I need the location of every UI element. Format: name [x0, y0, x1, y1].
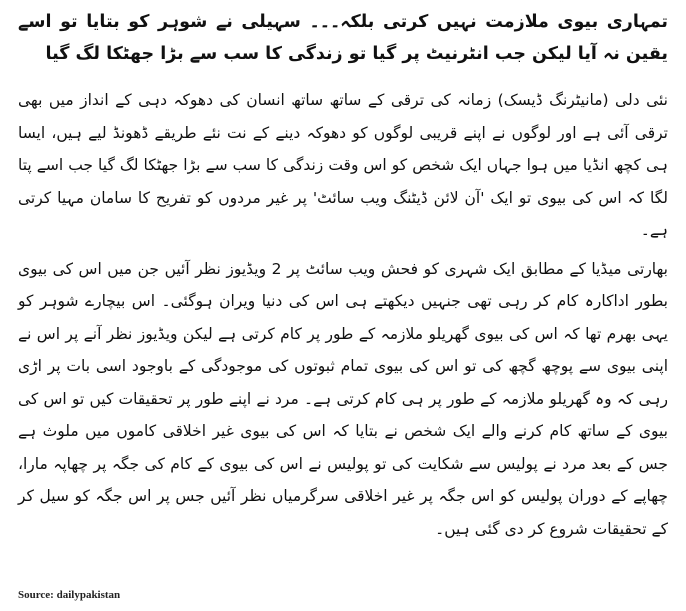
article-paragraph: نئی دلی (مانیٹرنگ ڈیسک) زمانہ کی ترقی کے ساتھ ساتھ انسان کی دھوکہ دہی کے انداز میں بھی ترقی آئی ہے اور لوگوں نے اپنے قریبی لوگوں کو دھوکہ دینے کے نت نئے طریقے ڈھونڈ لیے ہیں، ایسا ہی کچھ انڈیا میں ہوا جہاں ایک شخص کو اس وقت زندگی کا سب سے بڑا جھٹکا لگ گیا جب اسے پتا لگا کہ اس کی بیوی تو ایک 'آن لائن ڈیٹنگ ویب سائٹ' پر غیر مردوں کو تفریح کا سامان مہیا کرتی ہے۔	[18, 91, 668, 239]
source-credit: Source: dailypakistan	[18, 589, 121, 601]
article-paragraph: بھارتی میڈیا کے مطابق ایک شہری کو فحش ویب سائٹ پر 2 ویڈیوز نظر آئیں جن میں اس کی بیوی بطور اداکارہ کام کر رہی تھی جنہیں دیکھتے ہی اس کی دنیا ویران ہوگئی۔ اس بیچارے شوہر کو یہی بھرم تھا کہ اس کی بیوی گھریلو ملازمہ کے طور پر کام کرتی ہے لیکن ویڈیوز نظر آنے پر اس نے اپنی بیوی سے پوچھ گچھ کی تو اس کی بیوی تمام ثبوتوں کی موجودگی کے باوجود اسی بات پر اڑی رہی کہ وہ گھریلو ملازمہ کے طور پر ہی کام کرتی ہے۔ مرد نے اپنے طور پر تحقیقات کیں تو اس کی بیوی کے ساتھ کام کرنے والے ایک شخص نے بتایا کہ اس کی بیوی غیر اخلاقی کاموں میں ملوث ہے جس کے بعد مرد نے پولیس سے شکایت کی تو پولیس نے اس کی بیوی کے کام کی جگہ پر چھاپہ مارا، چھاپے کے دوران پولیس کو اس جگہ پر غیر اخلاقی سرگرمیاں نظر آئیں جس پر اس جگہ کو سیل کر کے تحقیقات شروع کر دی گئی ہیں۔	[18, 259, 668, 538]
article-headline: تمہاری بیوی ملازمت نہیں کرتی بلکہ۔۔۔ سہیلی نے شوہر کو بتایا تو اسے یقین نہ آیا لیکن جب انٹرنیٹ پر گیا تو زندگی کا سب سے بڑا جھٹکا لگ گیا	[18, 12, 668, 64]
